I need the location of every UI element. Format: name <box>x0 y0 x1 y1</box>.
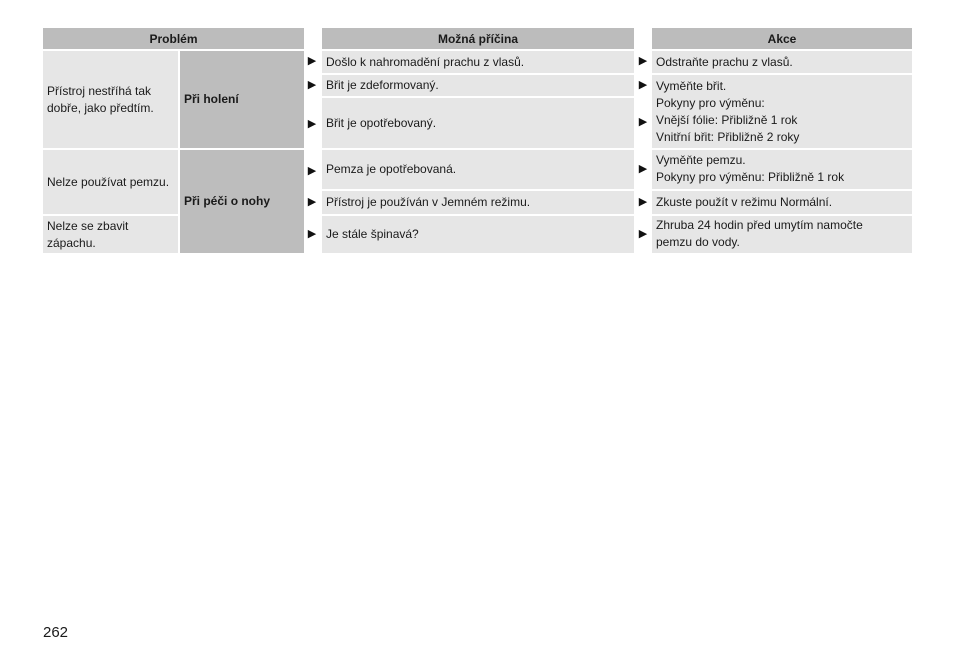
problem-cell-2: Nelze používat pemzu. <box>43 150 178 214</box>
category-cell-foot-care: Při péči o nohy <box>180 150 304 253</box>
arrow-icon: ▶ <box>307 54 317 67</box>
cause-cell-2: Břit je zdeformovaný. <box>322 75 634 96</box>
action-line: Zhruba 24 hodin před umytím namočte <box>656 218 863 232</box>
cause-cell-5: Přístroj je používán v Jemném režimu. <box>322 191 634 214</box>
arrow-icon: ▶ <box>638 115 648 128</box>
header-action: Akce <box>652 28 912 49</box>
problem-cell-1: Přístroj nestříhá tak dobře, jako předtím. <box>43 51 178 148</box>
arrow-icon: ▶ <box>638 78 648 91</box>
page-number: 262 <box>43 624 69 641</box>
arrow-icon: ▶ <box>307 164 317 177</box>
action-line: Pokyny pro výměnu: Přibližně 1 rok <box>656 170 845 184</box>
action-line: Vnitřní břit: Přibližně 2 roky <box>656 130 800 144</box>
cause-cell-6: Je stále špinavá? <box>322 216 634 253</box>
arrow-icon: ▶ <box>307 117 317 130</box>
action-cell-2 <box>652 75 912 148</box>
cause-cell-4: Pemza je opotřebovaná. <box>322 150 634 189</box>
action-cell-1: Odstraňte prachu z vlasů. <box>652 51 912 73</box>
header-cause: Možná příčina <box>322 28 634 49</box>
arrow-icon: ▶ <box>307 227 317 240</box>
arrow-icon: ▶ <box>638 227 648 240</box>
arrow-icon: ▶ <box>638 54 648 67</box>
action-line: Vyměňte pemzu. <box>656 153 746 167</box>
arrow-icon: ▶ <box>307 78 317 91</box>
action-cell-5 <box>652 216 912 253</box>
action-line: Vnější fólie: Přibližně 1 rok <box>656 113 798 127</box>
action-cell-4: Zkuste použít v režimu Normální. <box>652 191 912 214</box>
category-cell-shaving: Při holení <box>180 51 304 148</box>
action-line: Vyměňte břit. <box>656 79 727 93</box>
arrow-icon: ▶ <box>307 195 317 208</box>
action-line: pemzu do vody. <box>656 235 740 249</box>
cause-cell-1: Došlo k nahromadění prachu z vlasů. <box>322 51 634 73</box>
problem-cell-3: Nelze se zbavit zápachu. <box>43 216 178 253</box>
arrow-icon: ▶ <box>638 195 648 208</box>
action-line: Pokyny pro výměnu: <box>656 96 765 110</box>
arrow-icon: ▶ <box>638 162 648 175</box>
action-cell-3 <box>652 150 912 189</box>
header-problem: Problém <box>43 28 304 49</box>
cause-cell-3: Břit je opotřebovaný. <box>322 98 634 148</box>
